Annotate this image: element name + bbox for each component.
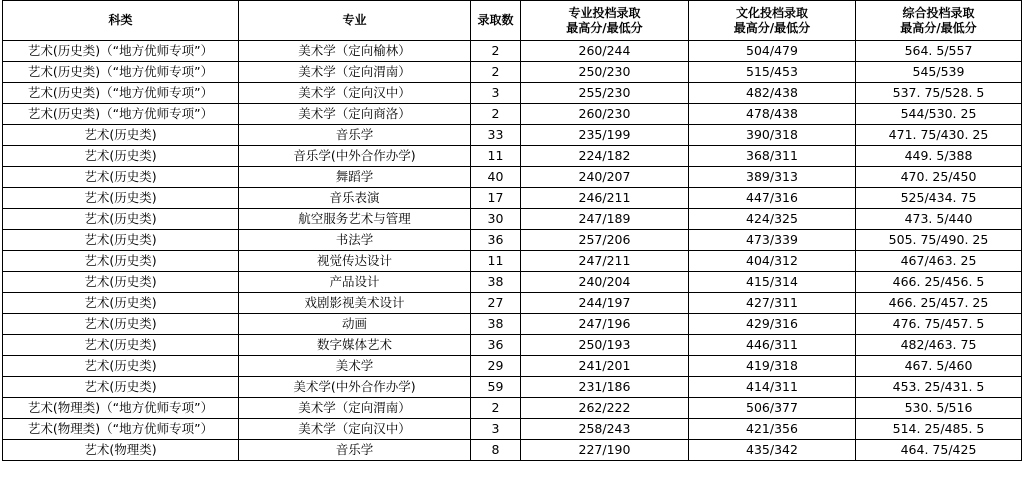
cell-count: 36 [471, 230, 521, 251]
cell-pro-score: 241/201 [521, 356, 689, 377]
header-culture-score-line1: 文化投档录取 [735, 5, 808, 20]
table-row [3, 41, 1022, 62]
cell-major: 美术学（定向渭南） [239, 398, 471, 419]
cell-total-score: 466. 25/456. 5 [856, 272, 1022, 293]
header-count: 录取数 [471, 1, 521, 41]
cell-culture-score: 419/318 [689, 356, 856, 377]
cell-major: 产品设计 [239, 272, 471, 293]
cell-culture-score: 446/311 [689, 335, 856, 356]
cell-major: 数字媒体艺术 [239, 335, 471, 356]
cell-category: 艺术(历史类)（“地方优师专项”） [3, 41, 239, 62]
cell-category: 艺术(历史类) [3, 293, 239, 314]
cell-total-score: 505. 75/490. 25 [856, 230, 1022, 251]
cell-culture-score: 390/318 [689, 125, 856, 146]
header-total-score [856, 1, 1022, 41]
cell-pro-score: 247/189 [521, 209, 689, 230]
cell-count: 59 [471, 377, 521, 398]
cell-total-score: 525/434. 75 [856, 188, 1022, 209]
cell-category: 艺术(历史类)（“地方优师专项”） [3, 83, 239, 104]
cell-major: 航空服务艺术与管理 [239, 209, 471, 230]
cell-total-score: 449. 5/388 [856, 146, 1022, 167]
cell-pro-score: 231/186 [521, 377, 689, 398]
cell-count: 11 [471, 146, 521, 167]
cell-total-score: 453. 25/431. 5 [856, 377, 1022, 398]
table-row [3, 356, 1022, 377]
cell-major: 音乐学 [239, 440, 471, 461]
cell-pro-score: 250/230 [521, 62, 689, 83]
cell-total-score: 482/463. 75 [856, 335, 1022, 356]
table-row [3, 314, 1022, 335]
cell-category: 艺术(历史类) [3, 335, 239, 356]
cell-major: 音乐表演 [239, 188, 471, 209]
cell-culture-score: 482/438 [689, 83, 856, 104]
header-category: 科类 [3, 1, 239, 41]
cell-count: 2 [471, 62, 521, 83]
cell-total-score: 544/530. 25 [856, 104, 1022, 125]
cell-major: 书法学 [239, 230, 471, 251]
cell-major: 美术学（定向汉中） [239, 83, 471, 104]
cell-pro-score: 235/199 [521, 125, 689, 146]
cell-category: 艺术(历史类) [3, 230, 239, 251]
cell-category: 艺术(历史类)（“地方优师专项”） [3, 104, 239, 125]
cell-culture-score: 515/453 [689, 62, 856, 83]
cell-culture-score: 447/316 [689, 188, 856, 209]
cell-total-score: 473. 5/440 [856, 209, 1022, 230]
cell-count: 3 [471, 83, 521, 104]
cell-pro-score: 250/193 [521, 335, 689, 356]
cell-total-score: 530. 5/516 [856, 398, 1022, 419]
cell-total-score: 476. 75/457. 5 [856, 314, 1022, 335]
cell-major: 动画 [239, 314, 471, 335]
table-header [3, 1, 1022, 41]
cell-count: 33 [471, 125, 521, 146]
table-row [3, 62, 1022, 83]
header-culture-score [689, 1, 856, 41]
cell-culture-score: 473/339 [689, 230, 856, 251]
cell-pro-score: 262/222 [521, 398, 689, 419]
cell-total-score: 545/539 [856, 62, 1022, 83]
cell-category: 艺术(历史类) [3, 125, 239, 146]
cell-culture-score: 421/356 [689, 419, 856, 440]
table-row [3, 272, 1022, 293]
table-row [3, 167, 1022, 188]
cell-category: 艺术(历史类) [3, 209, 239, 230]
header-culture-score-line2: 最高分/最低分 [733, 20, 811, 35]
cell-count: 2 [471, 41, 521, 62]
cell-culture-score: 429/316 [689, 314, 856, 335]
cell-pro-score: 240/204 [521, 272, 689, 293]
cell-major: 美术学（定向榆林） [239, 41, 471, 62]
cell-count: 17 [471, 188, 521, 209]
cell-total-score: 471. 75/430. 25 [856, 125, 1022, 146]
cell-category: 艺术(物理类)（“地方优师专项”） [3, 419, 239, 440]
cell-total-score: 466. 25/457. 25 [856, 293, 1022, 314]
cell-category: 艺术(历史类) [3, 356, 239, 377]
cell-total-score: 470. 25/450 [856, 167, 1022, 188]
cell-major: 舞蹈学 [239, 167, 471, 188]
cell-major: 音乐学(中外合作办学) [239, 146, 471, 167]
cell-total-score: 537. 75/528. 5 [856, 83, 1022, 104]
cell-major: 视觉传达设计 [239, 251, 471, 272]
cell-category: 艺术(历史类) [3, 188, 239, 209]
header-pro-score [521, 1, 689, 41]
table-row [3, 335, 1022, 356]
cell-category: 艺术(历史类) [3, 146, 239, 167]
cell-category: 艺术(历史类) [3, 251, 239, 272]
cell-category: 艺术(历史类) [3, 377, 239, 398]
cell-culture-score: 415/314 [689, 272, 856, 293]
cell-count: 38 [471, 314, 521, 335]
table-row [3, 230, 1022, 251]
cell-total-score: 467/463. 25 [856, 251, 1022, 272]
cell-count: 30 [471, 209, 521, 230]
header-total-score-line1: 综合投档录取 [902, 5, 975, 20]
header-pro-score-line2: 最高分/最低分 [566, 20, 643, 35]
table-row [3, 146, 1022, 167]
cell-count: 38 [471, 272, 521, 293]
header-pro-score-line1: 专业投档录取 [568, 5, 641, 20]
table-row [3, 83, 1022, 104]
cell-count: 3 [471, 419, 521, 440]
table-row [3, 209, 1022, 230]
cell-pro-score: 224/182 [521, 146, 689, 167]
cell-category: 艺术(历史类)（“地方优师专项”） [3, 62, 239, 83]
table-row [3, 104, 1022, 125]
cell-major: 美术学（定向渭南） [239, 62, 471, 83]
cell-category: 艺术(物理类) [3, 440, 239, 461]
cell-total-score: 464. 75/425 [856, 440, 1022, 461]
table-row [3, 440, 1022, 461]
table-row [3, 251, 1022, 272]
table-row [3, 293, 1022, 314]
cell-category: 艺术(历史类) [3, 167, 239, 188]
cell-pro-score: 244/197 [521, 293, 689, 314]
table-row [3, 419, 1022, 440]
cell-pro-score: 255/230 [521, 83, 689, 104]
cell-culture-score: 404/312 [689, 251, 856, 272]
cell-major: 音乐学 [239, 125, 471, 146]
cell-pro-score: 247/196 [521, 314, 689, 335]
cell-culture-score: 506/377 [689, 398, 856, 419]
cell-category: 艺术(物理类)（“地方优师专项”） [3, 398, 239, 419]
cell-count: 2 [471, 398, 521, 419]
cell-culture-score: 414/311 [689, 377, 856, 398]
cell-pro-score: 227/190 [521, 440, 689, 461]
table-row [3, 125, 1022, 146]
table-row [3, 377, 1022, 398]
cell-category: 艺术(历史类) [3, 272, 239, 293]
cell-category: 艺术(历史类) [3, 314, 239, 335]
table-body [3, 41, 1022, 461]
header-row [3, 1, 1022, 41]
cell-major: 美术学 [239, 356, 471, 377]
cell-count: 36 [471, 335, 521, 356]
cell-culture-score: 427/311 [689, 293, 856, 314]
cell-pro-score: 246/211 [521, 188, 689, 209]
cell-total-score: 514. 25/485. 5 [856, 419, 1022, 440]
cell-culture-score: 504/479 [689, 41, 856, 62]
cell-count: 8 [471, 440, 521, 461]
cell-culture-score: 389/313 [689, 167, 856, 188]
header-major: 专业 [239, 1, 471, 41]
cell-count: 29 [471, 356, 521, 377]
cell-pro-score: 258/243 [521, 419, 689, 440]
cell-major: 美术学（定向商洛） [239, 104, 471, 125]
cell-culture-score: 435/342 [689, 440, 856, 461]
header-total-score-line2: 最高分/最低分 [900, 20, 977, 35]
cell-culture-score: 368/311 [689, 146, 856, 167]
cell-pro-score: 260/230 [521, 104, 689, 125]
cell-count: 40 [471, 167, 521, 188]
table-row [3, 188, 1022, 209]
cell-culture-score: 424/325 [689, 209, 856, 230]
cell-pro-score: 247/211 [521, 251, 689, 272]
admission-scores-table [2, 0, 1022, 461]
cell-total-score: 564. 5/557 [856, 41, 1022, 62]
cell-pro-score: 260/244 [521, 41, 689, 62]
cell-total-score: 467. 5/460 [856, 356, 1022, 377]
cell-pro-score: 240/207 [521, 167, 689, 188]
cell-major: 美术学(中外合作办学) [239, 377, 471, 398]
cell-major: 美术学（定向汉中） [239, 419, 471, 440]
cell-count: 11 [471, 251, 521, 272]
cell-major: 戏剧影视美术设计 [239, 293, 471, 314]
cell-pro-score: 257/206 [521, 230, 689, 251]
table-row [3, 398, 1022, 419]
cell-count: 27 [471, 293, 521, 314]
cell-culture-score: 478/438 [689, 104, 856, 125]
cell-count: 2 [471, 104, 521, 125]
